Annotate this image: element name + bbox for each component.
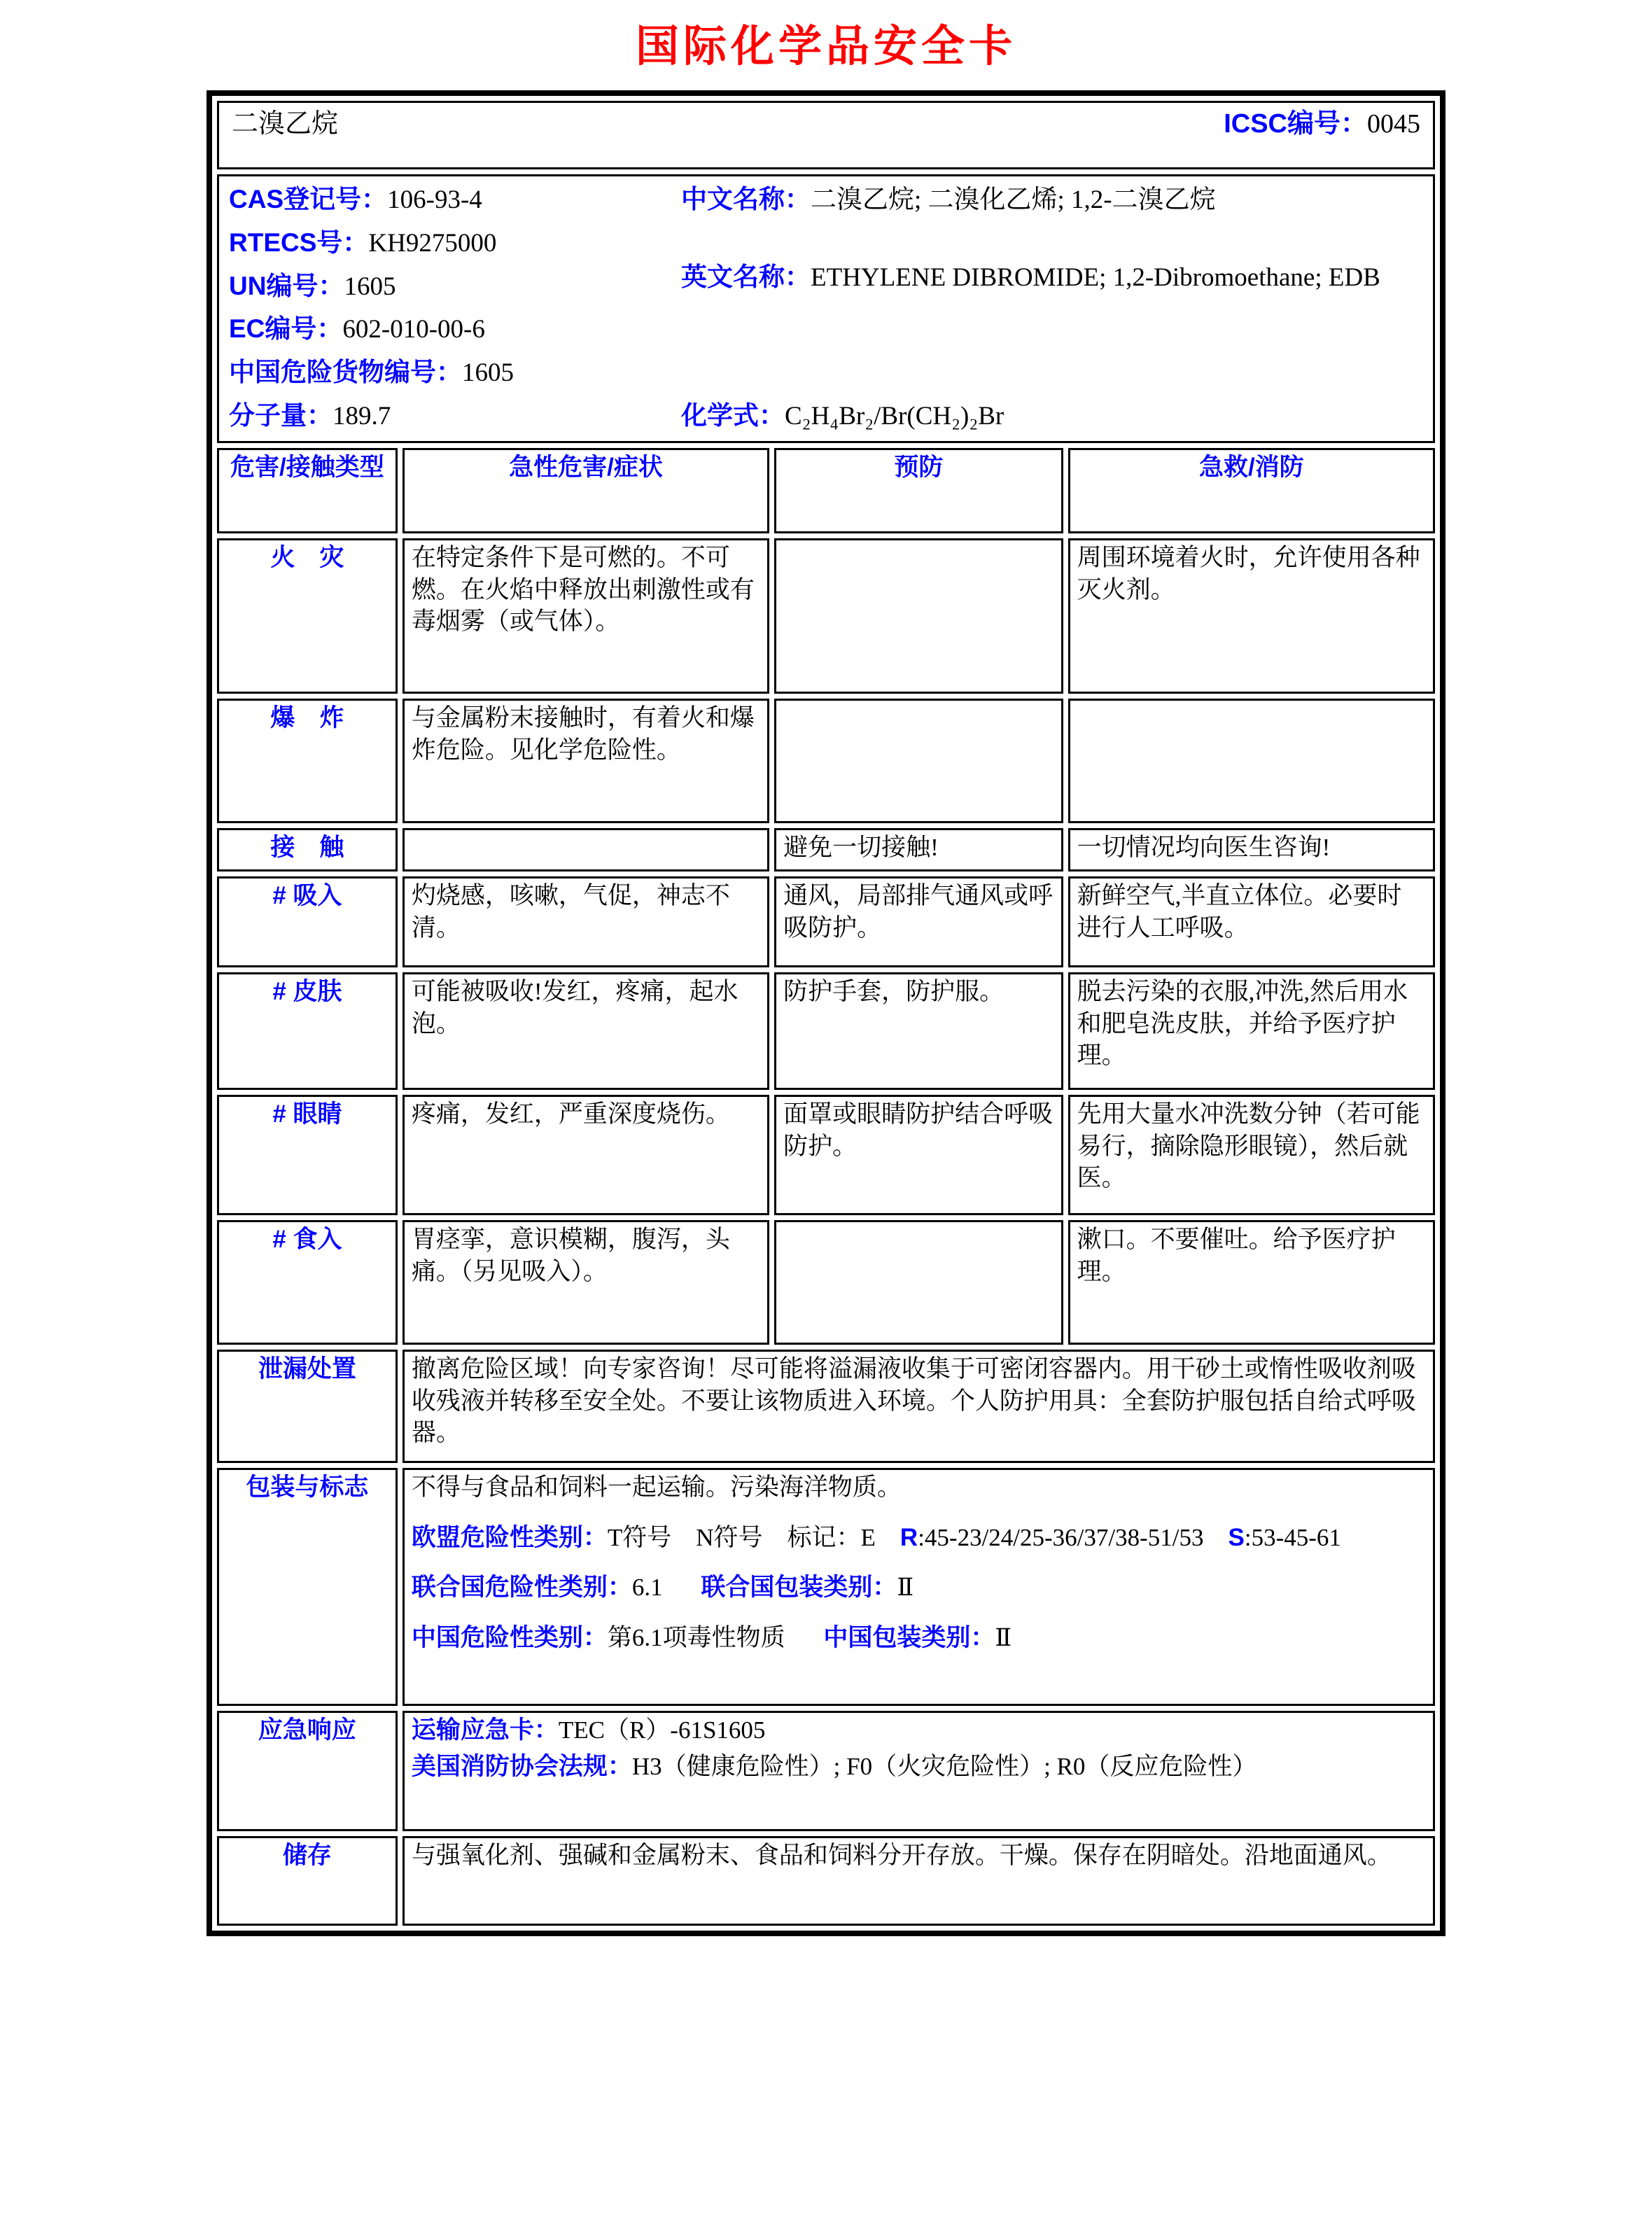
r-phrases-label: R [899,1523,918,1551]
header-acute-symptoms: 急性危害/症状 [402,448,769,533]
ec-number-value: 602-010-00-6 [342,315,485,344]
un-number-label: UN编号： [229,271,344,300]
card-top-cell [217,101,1435,169]
eyes-firstaid-cell: 先用大量水冲洗数分钟（若可能易行，摘除隐形眼镜），然后就医。 [1068,1095,1435,1215]
table-row-emergency-response [217,1711,1435,1831]
row-label-inhalation: # 吸入 [217,876,398,967]
s-phrases-label: S [1228,1523,1245,1551]
china-packing-group [823,1624,1011,1651]
icsc-number [1224,107,1420,141]
chemical-name: 二溴乙烷 [232,109,339,139]
china-dangerous-goods-number-label: 中国危险货物编号： [229,358,462,386]
inhalation-firstaid-cell: 新鲜空气,半直立体位。必要时进行人工呼吸。 [1068,876,1435,967]
hazard-header-row [217,448,1435,533]
china-hazard-class-value: 第6.1项毒性物质 [607,1623,785,1651]
rtecs-number-value: KH9275000 [368,228,497,258]
cas-number-label: CAS登记号： [229,185,388,214]
skin-firstaid-cell: 脱去污染的衣服,冲洗,然后用水和肥皂洗皮肤，并给予医疗护理。 [1068,972,1435,1090]
card-top-row [217,101,1435,169]
eu-hazard-class-line [412,1522,1426,1554]
chinese-name-value: 二溴乙烷; 二溴化乙烯; 1,2-二溴乙烷 [811,186,1216,214]
rtecs-number-label: RTECS号： [229,227,369,257]
china-hazard-class [412,1624,785,1651]
ingestion-firstaid-cell: 漱口。不要催吐。给予医疗护理。 [1068,1220,1435,1345]
emergency-response-cell [402,1711,1435,1831]
molecular-weight-value: 189.7 [332,401,391,430]
explosion-prevention-cell [774,699,1063,823]
ingestion-prevention-cell [774,1220,1063,1345]
row-label-fire: 火 灾 [217,538,398,694]
page-title: 国际化学品安全卡 [635,22,1016,71]
contact-symptom-cell [402,828,769,872]
un-hazard-class-label: 联合国危险性类别： [411,1574,632,1601]
chemical-formula-label: 化学式： [681,400,785,430]
skin-prevention-cell: 防护手套，防护服。 [774,972,1063,1090]
contact-prevention-cell: 避免一切接触! [774,828,1063,872]
table-row-spill-disposal [217,1350,1435,1463]
english-name-value: ETHYLENE DIBROMIDE; 1,2-Dibromoethane; EDB [811,263,1380,293]
packaging-transport-note: 不得与食品和饲料一起运输。污染海洋物质。 [411,1474,902,1501]
storage-cell: 与强氧化剂、强碱和金属粉末、食品和饲料分开存放。干燥。保存在阴暗处。沿地面通风。 [402,1836,1435,1926]
english-name [681,261,1426,294]
table-row-explosion [217,699,1435,823]
rtecs-number [229,227,677,260]
identifier-list [226,178,677,440]
molecular-weight-label: 分子量： [229,400,332,430]
name-formula-block [677,178,1426,440]
chemical-formula [681,400,1426,433]
table-row-eyes [217,1095,1435,1215]
transport-emergency-card-label: 运输应急卡： [411,1716,559,1744]
row-label-storage: 储存 [217,1836,398,1926]
nfpa-code [412,1751,1426,1783]
transport-emergency-card [412,1714,1426,1746]
row-label-explosion: 爆 炸 [217,699,398,823]
chinese-name-label: 中文名称： [681,185,811,214]
r-phrases-value: :45-23/24/25-36/37/38-51/53 [918,1523,1228,1551]
identification-row [217,174,1435,443]
nfpa-code-value: H3（健康危险性）; F0（火灾危险性）; R0（反应危险性） [631,1752,1257,1780]
table-row-ingestion [217,1220,1435,1345]
table-row-fire [217,538,1435,694]
eyes-symptom-cell: 疼痛，发红，严重深度烧伤。 [402,1095,769,1215]
row-label-ingestion: # 食入 [217,1220,398,1345]
row-label-contact: 接 触 [217,828,398,872]
contact-firstaid-cell: 一切情况均向医生咨询! [1068,828,1435,872]
molecular-weight [229,400,677,433]
header-prevention: 预防 [774,448,1063,533]
chemical-formula-value: C₂H₄Br₂/Br(CH₂)₂Br [785,401,1004,430]
row-label-eyes: # 眼睛 [217,1095,398,1215]
un-packing-group-label: 联合国包装类别： [701,1574,897,1601]
eu-hazard-class-label: 欧盟危险性类别： [411,1523,608,1551]
un-number [229,270,677,303]
icsc-card [206,90,1446,1936]
table-row-inhalation [217,876,1435,967]
english-name-label: 英文名称： [681,262,811,292]
explosion-symptom-cell: 与金属粉末接触时，有着火和爆炸危险。见化学危险性。 [402,699,769,823]
explosion-firstaid-cell [1068,699,1435,823]
identification-cell [217,174,1435,443]
row-label-emergency-response: 应急响应 [217,1711,398,1831]
inhalation-symptom-cell: 灼烧感，咳嗽，气促，神志不清。 [402,876,769,967]
row-label-packaging-labelling: 包装与标志 [217,1468,398,1706]
header-hazard-type: 危害/接触类型 [217,448,398,533]
china-packing-group-label: 中国包装类别： [823,1623,995,1651]
ec-number [229,313,677,346]
ingestion-symptom-cell: 胃痉挛，意识模糊，腹泻，头痛。（另见吸入）。 [402,1220,769,1345]
china-class-line [412,1622,1426,1654]
icsc-number-label: ICSC编号： [1224,109,1367,139]
packaging-labelling-cell [402,1468,1435,1706]
transport-emergency-card-value: TEC（R）-61S1605 [558,1716,766,1744]
china-dangerous-goods-number-value: 1605 [462,358,514,387]
un-class-line [412,1572,1426,1604]
un-packing-group-value: Ⅱ [897,1574,914,1601]
fire-symptom-cell: 在特定条件下是可燃的。不可燃。在火焰中释放出刺激性或有毒烟雾（或气体）。 [402,538,769,694]
un-number-value: 1605 [344,272,396,301]
chinese-name [681,183,1426,216]
eyes-prevention-cell: 面罩或眼睛防护结合呼吸防护。 [774,1095,1063,1215]
header-firstaid-firefighting: 急救/消防 [1068,448,1435,533]
un-hazard-class-value: 6.1 [631,1574,663,1601]
eu-hazard-symbols: T符号 N符号 标记：E [607,1523,900,1551]
china-dangerous-goods-number [229,356,677,389]
inhalation-prevention-cell: 通风，局部排气通风或呼吸防护。 [774,876,1063,967]
fire-prevention-cell [774,538,1063,694]
s-phrases-value: :53-45-61 [1244,1523,1341,1551]
table-row-storage [217,1836,1435,1926]
skin-symptom-cell: 可能被吸收!发红，疼痛，起水泡。 [402,972,769,1090]
spill-disposal-cell: 撤离危险区域！向专家咨询！尽可能将溢漏液收集于可密闭容器内。用干砂土或惰性吸收剂吸收残液并转移至安全处。不要让该物质进入环境。个人防护用具：全套防护服包括自给式呼吸器。 [402,1350,1435,1463]
table-row-packaging-labelling [217,1468,1435,1706]
table-row-contact [217,828,1435,872]
row-label-skin: # 皮肤 [217,972,398,1090]
china-hazard-class-label: 中国危险性类别： [411,1623,608,1651]
cas-number [229,183,677,216]
row-label-spill-disposal: 泄漏处置 [217,1350,398,1463]
nfpa-code-label: 美国消防协会法规： [411,1752,632,1780]
table-row-skin [217,972,1435,1090]
un-hazard-class [412,1574,663,1601]
un-packing-group [701,1574,913,1601]
icsc-number-value: 0045 [1367,109,1420,139]
china-packing-group-value: Ⅱ [995,1623,1012,1651]
cas-number-value: 106-93-4 [387,186,482,214]
ec-number-label: EC编号： [229,314,343,344]
fire-firstaid-cell: 周围环境着火时，允许使用各种灭火剂。 [1068,538,1435,694]
